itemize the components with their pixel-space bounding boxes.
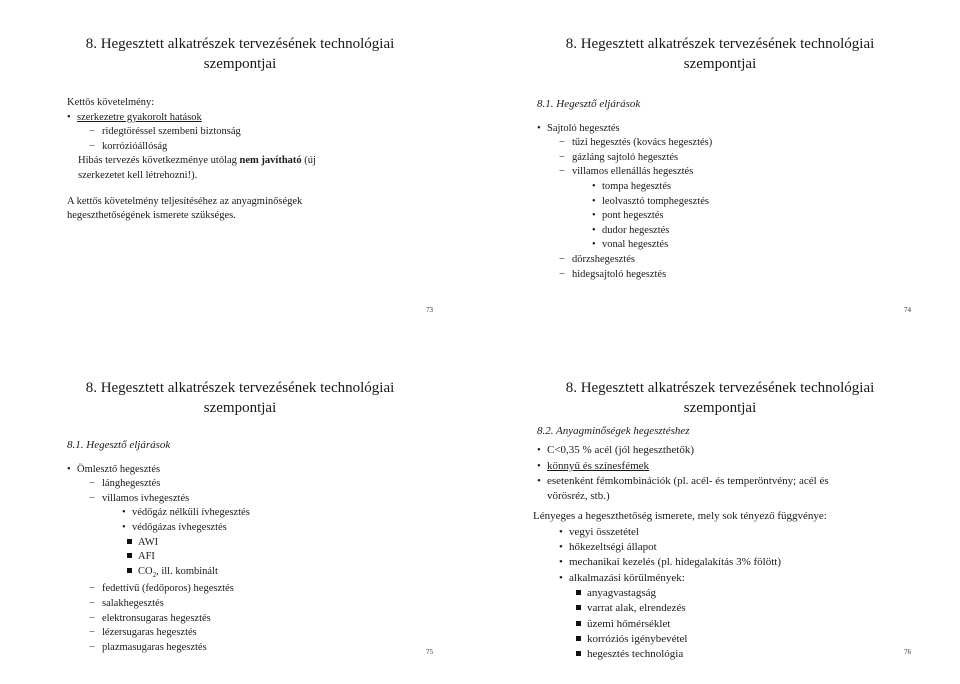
square-bullet-icon xyxy=(576,651,581,656)
list-item: • esetenként fémkombinációk (pl. acél- és temperöntvény; acél és xyxy=(537,474,829,489)
bullet-icon: • xyxy=(559,541,563,554)
list-item: hegeszthetőségének ismerete szükséges. xyxy=(67,210,236,222)
bullet-icon: • xyxy=(67,111,71,123)
list-item: − elektronsugaras hegesztés xyxy=(67,612,250,627)
list-item: − fedettívű (fedőporos) hegesztés xyxy=(67,582,250,597)
list-item: − villamos ívhegesztés xyxy=(67,492,250,507)
bullet-icon: • xyxy=(592,210,596,222)
list-item: • mechanikai kezelés (pl. hidegalakítás 3% fölött) xyxy=(537,555,829,570)
square-bullet-icon xyxy=(576,590,581,595)
list-item: • könnyű és színesfémek xyxy=(537,459,829,474)
list-item: − tűzi hegesztés (kovács hegesztés) xyxy=(537,136,712,151)
list-item: Kettős követelmény: xyxy=(67,97,155,108)
square-bullet-icon xyxy=(127,539,132,544)
slide-body xyxy=(67,438,250,655)
dash-icon: − xyxy=(559,268,565,280)
square-bullet-icon xyxy=(127,553,132,558)
list-item: korróziós igénybevétel xyxy=(537,632,829,647)
dash-icon: − xyxy=(559,137,565,149)
bullet-icon: • xyxy=(559,556,563,569)
dash-icon: − xyxy=(89,126,95,138)
page-number: 73 xyxy=(426,306,433,314)
square-bullet-icon xyxy=(576,636,581,641)
dash-icon: − xyxy=(89,612,95,624)
list-item: AWI xyxy=(67,536,250,551)
page-number: 75 xyxy=(426,648,433,656)
list-item: − gázláng sajtoló hegesztés xyxy=(537,151,712,166)
list-item: − lánghegesztés xyxy=(67,477,250,492)
section-heading: 8.1. Hegesztő eljárások xyxy=(67,439,171,451)
slide-title: 8. Hegesztett alkatrészek tervezésének technológiai szempontjai xyxy=(85,36,395,72)
dash-icon: − xyxy=(89,583,95,595)
list-item: varrat alak, elrendezés xyxy=(537,601,829,616)
dash-icon: − xyxy=(559,151,565,163)
section-heading: 8.1. Hegesztő eljárások xyxy=(537,98,641,110)
bullet-icon: • xyxy=(559,525,563,538)
bullet-icon: • xyxy=(537,122,541,134)
list-item: • dudor hegesztés xyxy=(537,224,712,239)
list-item: anyagvastagság xyxy=(537,586,829,601)
list-item: − korrózióállóság xyxy=(67,140,316,155)
slide-title: 8. Hegesztett alkatrészek tervezésének technológiai szempontjai xyxy=(565,36,875,72)
bullet-icon: • xyxy=(592,195,596,207)
bullet-icon: • xyxy=(592,180,596,192)
section-heading: 8.2. Anyagminőségek hegesztéshez xyxy=(537,425,690,437)
bullet-icon: • xyxy=(559,571,563,584)
list-item: − ridegtöréssel szembeni biztonság xyxy=(67,125,316,140)
list-item: • hőkezeltségi állapot xyxy=(537,540,829,555)
list-item: Lényeges a hegeszthetőség ismerete, mely sok tényező függvénye: xyxy=(533,510,827,523)
list-item: • vegyi összetétel xyxy=(537,525,829,540)
list-item: • vonal hegesztés xyxy=(537,238,712,253)
list-item: hegesztés technológia xyxy=(537,647,829,662)
list-item: • C<0,35 % acél (jól hegeszthetők) xyxy=(537,443,829,458)
dash-icon: − xyxy=(559,253,565,265)
list-item: vörösréz, stb.) xyxy=(547,490,610,503)
list-item: • leolvasztó tomphegesztés xyxy=(537,195,712,210)
slide-body xyxy=(67,96,316,224)
square-bullet-icon xyxy=(576,621,581,626)
dash-icon: − xyxy=(89,598,95,610)
bullet-icon: • xyxy=(537,459,541,472)
list-item: AFI xyxy=(67,550,250,565)
bullet-icon: • xyxy=(122,521,126,533)
list-item: • védőgázas ívhegesztés xyxy=(67,521,250,536)
bullet-icon: • xyxy=(122,507,126,519)
list-item: − plazmasugaras hegesztés xyxy=(67,641,250,656)
bullet-icon: • xyxy=(537,474,541,487)
list-item: • szerkezetre gyakorolt hatások xyxy=(67,111,316,126)
list-item: − hidegsajtoló hegesztés xyxy=(537,268,712,283)
dash-icon: − xyxy=(559,166,565,178)
list-item: • alkalmazási körülmények: xyxy=(537,571,829,586)
slide-title: 8. Hegesztett alkatrészek tervezésének technológiai szempontjai xyxy=(85,380,395,416)
slide-body xyxy=(533,424,829,662)
list-item: • Ömlesztő hegesztés xyxy=(67,463,250,478)
square-bullet-icon xyxy=(127,568,132,573)
list-item: − lézersugaras hegesztés xyxy=(67,626,250,641)
list-item: − dörzshegesztés xyxy=(537,253,712,268)
slide-body xyxy=(537,97,712,282)
page-number: 76 xyxy=(904,648,911,656)
list-item: üzemi hőmérséklet xyxy=(537,617,829,632)
dash-icon: − xyxy=(89,492,95,504)
list-item: szerkezetet kell létrehozni!). xyxy=(78,169,198,181)
list-item: − salakhegesztés xyxy=(67,597,250,612)
slide-75 xyxy=(0,342,480,684)
list-item: • Sajtoló hegesztés xyxy=(537,122,712,137)
dash-icon: − xyxy=(89,140,95,152)
bullet-icon: • xyxy=(537,444,541,457)
dash-icon: − xyxy=(89,641,95,653)
dash-icon: − xyxy=(89,627,95,639)
page-number: 74 xyxy=(904,306,911,314)
bullet-icon: • xyxy=(592,239,596,251)
list-item: • tompa hegesztés xyxy=(537,180,712,195)
list-item: • pont hegesztés xyxy=(537,209,712,224)
slide-73 xyxy=(0,0,480,342)
list-item: • védőgáz nélküli ívhegesztés xyxy=(67,506,250,521)
slide-76 xyxy=(480,342,960,684)
square-bullet-icon xyxy=(576,605,581,610)
dash-icon: − xyxy=(89,478,95,490)
slide-74 xyxy=(480,0,960,342)
list-item: Hibás tervezés következménye utólag nem javítható (új xyxy=(78,155,316,167)
bullet-icon: • xyxy=(592,224,596,236)
list-item: A kettős követelmény teljesítéséhez az anyagminőségek xyxy=(67,195,303,207)
bullet-icon: • xyxy=(67,463,71,475)
slide-title: 8. Hegesztett alkatrészek tervezésének technológiai szempontjai xyxy=(565,380,875,416)
list-item: − villamos ellenállás hegesztés xyxy=(537,165,712,180)
list-item: $CO_2$, ill. kombinált xyxy=(67,565,250,583)
